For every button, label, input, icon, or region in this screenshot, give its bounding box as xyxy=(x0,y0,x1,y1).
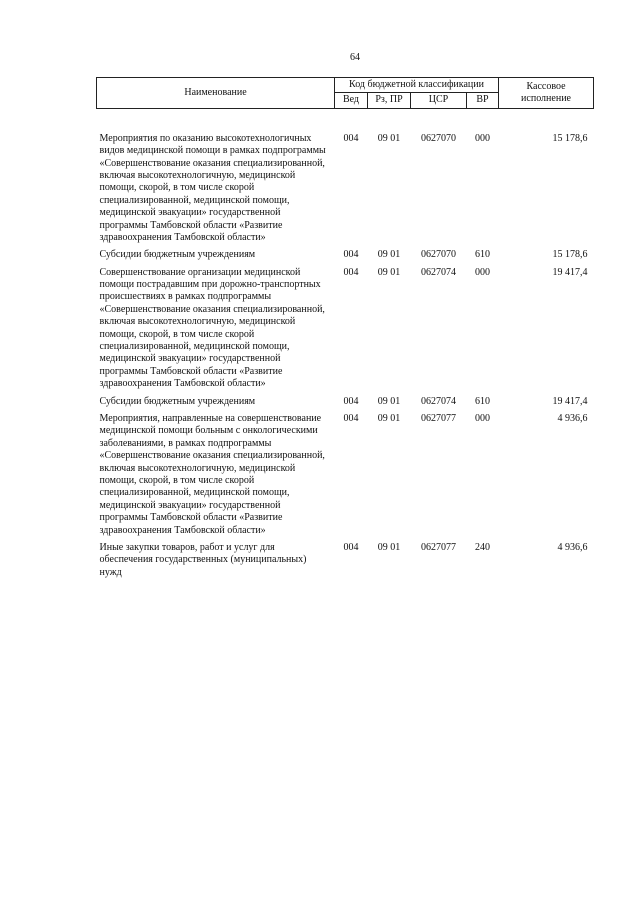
table-row xyxy=(97,108,594,244)
row-ved: 004 xyxy=(343,412,359,424)
row-ved: 004 xyxy=(343,266,359,278)
row-ved: 004 xyxy=(343,132,359,144)
budget-table xyxy=(96,77,594,579)
row-amount: 19 417,4 xyxy=(552,266,588,278)
table-row xyxy=(97,262,594,391)
page-number: 64 xyxy=(350,52,360,63)
row-name: Мероприятия по оказанию высокотехнологичных видов медицинской помощи в рамках подпрограммы «Совершенствование оказания специализированной, включая высокотехнологичную, медицинской помощи, скорой, в том числе скорой специализированной, медицинской помощи, медицинской эвакуации» государственной программы Тамбовской области «Развитие здравоохранения Тамбовской области» xyxy=(99,132,326,243)
header-ved: Вед xyxy=(335,93,368,108)
row-vr: 610 xyxy=(475,249,490,261)
header-csr: ЦСР xyxy=(411,93,467,108)
row-vr: 000 xyxy=(475,132,490,144)
header-vr: ВР xyxy=(467,93,499,108)
row-rz-pr: 09 01 xyxy=(377,395,401,407)
row-csr: 0627074 xyxy=(421,266,456,278)
header-rz-pr: Рз, ПР xyxy=(368,93,411,108)
header-code-group: Код бюджетной классификации xyxy=(335,78,499,93)
row-ved: 004 xyxy=(343,249,359,261)
row-csr: 0627077 xyxy=(421,541,456,553)
row-ved: 004 xyxy=(343,395,359,407)
row-rz-pr: 09 01 xyxy=(377,266,401,278)
row-rz-pr: 09 01 xyxy=(377,249,401,261)
row-name: Иные закупки товаров, работ и услуг для обеспечения государственных (муниципальных) нужд xyxy=(99,541,307,578)
row-csr: 0627070 xyxy=(421,132,456,144)
row-ved: 004 xyxy=(343,541,359,553)
row-name: Субсидии бюджетным учреждениям xyxy=(99,249,256,261)
row-rz-pr: 09 01 xyxy=(377,412,401,424)
row-name: Мероприятия, направленные на совершенствование медицинской помощи больным с онкологическими заболеваниями, в рамках подпрограммы «Совершенствование оказания специализированной, включая высокотехнологичную, медицинской помощи, скорой, в том числе скорой специализированной, медицинской помощи, медицинской эвакуации» государственной программы Тамбовской области «Развитие здравоохранения Тамбовской области» xyxy=(99,412,325,536)
row-csr: 0627077 xyxy=(421,412,456,424)
row-amount: 15 178,6 xyxy=(552,249,588,261)
row-name: Совершенствование организации медицинской помощи пострадавшим при дорожно-транспортных происшествиях в рамках подпрограммы «Совершенствование оказания специализированной, включая высокотехнологичную, медицинской помощи, скорой, в том числе скорой специализированной, медицинской помощи, медицинской эвакуации» государственной программы Тамбовской области «Развитие здравоохранения Тамбовской области» xyxy=(99,266,325,390)
table-row xyxy=(97,391,594,408)
row-vr: 000 xyxy=(475,266,490,278)
table-row xyxy=(97,408,594,537)
table-row xyxy=(97,244,594,261)
row-csr: 0627070 xyxy=(421,249,456,261)
row-vr: 240 xyxy=(475,541,490,553)
table-row xyxy=(97,537,594,579)
row-name: Субсидии бюджетным учреждениям xyxy=(99,395,256,407)
row-vr: 000 xyxy=(475,412,490,424)
row-amount: 19 417,4 xyxy=(552,395,588,407)
row-amount: 15 178,6 xyxy=(552,132,588,144)
header-execution: Кассовое исполнение xyxy=(499,78,594,109)
row-rz-pr: 09 01 xyxy=(377,541,401,553)
row-vr: 610 xyxy=(475,395,490,407)
row-rz-pr: 09 01 xyxy=(377,132,401,144)
row-amount: 4 936,6 xyxy=(557,541,588,553)
row-amount: 4 936,6 xyxy=(557,412,588,424)
header-name: Наименование xyxy=(97,78,335,109)
row-csr: 0627074 xyxy=(421,395,456,407)
